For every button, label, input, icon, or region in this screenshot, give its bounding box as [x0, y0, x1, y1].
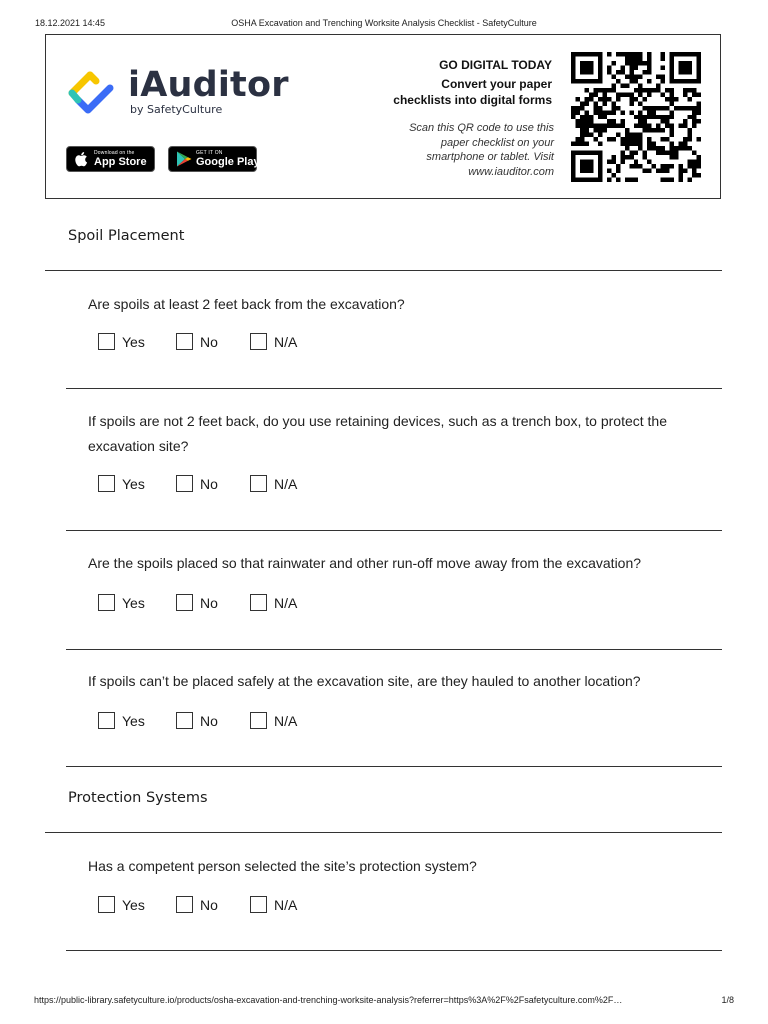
print-datetime: 18.12.2021 14:45	[35, 18, 106, 28]
checkbox[interactable]	[250, 594, 267, 611]
checkbox[interactable]	[98, 896, 115, 913]
footer-url: https://public-library.safetyculture.io/products/osha-excavation-and-trenching-worksite-analysis?referrer=https%3A%2F%2Fsafetyculture.com%2F…	[34, 995, 623, 1005]
question-text: If spoils can’t be placed safely at the excavation site, are they hauled to another location?	[88, 673, 641, 689]
option-label: Yes	[122, 897, 145, 913]
apple-icon	[73, 150, 91, 168]
option-label: No	[200, 595, 218, 611]
google-play-icon	[175, 150, 193, 168]
checkbox[interactable]	[176, 475, 193, 492]
question-text: If spoils are not 2 feet back, do you use retaining devices, such as a trench box, to protect the excavation site?	[88, 413, 668, 454]
option-label: Yes	[122, 713, 145, 729]
option-label: N/A	[274, 713, 298, 729]
app-store-label: App Store	[94, 156, 147, 168]
scan-text-line-1: Scan this QR code to use this	[409, 122, 554, 134]
option-label: No	[200, 713, 218, 729]
checkbox[interactable]	[176, 594, 193, 611]
question-divider	[66, 649, 722, 650]
question-divider	[66, 766, 722, 767]
page-number: 1/8	[721, 995, 734, 1005]
option-label: No	[200, 476, 218, 492]
scan-text-line-3: smartphone or tablet. Visit	[426, 151, 554, 163]
question-text: Has a competent person selected the site’s protection system?	[88, 858, 477, 874]
option-label: No	[200, 897, 218, 913]
qr-code[interactable]	[571, 52, 701, 182]
checkbox[interactable]	[250, 896, 267, 913]
section-divider	[45, 832, 722, 833]
option-label: Yes	[122, 334, 145, 350]
scan-text-line-4: www.iauditor.com	[468, 165, 554, 178]
option-label: Yes	[122, 476, 145, 492]
section-title-protection-systems: Protection Systems	[68, 790, 208, 806]
tagline-line-2: checklists into digital forms	[393, 93, 552, 107]
google-play-small-label: GET IT ON	[196, 150, 223, 156]
google-play-badge[interactable]	[168, 146, 260, 172]
checkbox[interactable]	[250, 712, 267, 729]
section-title-spoil-placement: Spoil Placement	[68, 228, 185, 244]
checkbox[interactable]	[98, 475, 115, 492]
tagline-line-1: Convert your paper	[441, 77, 552, 91]
google-play-label: Google Play	[196, 156, 260, 168]
question-divider	[66, 530, 722, 531]
option-label: No	[200, 334, 218, 350]
document-title: OSHA Excavation and Trenching Worksite Analysis Checklist - SafetyCulture	[231, 18, 537, 28]
option-label: N/A	[274, 595, 298, 611]
option-label: N/A	[274, 476, 298, 492]
option-label: N/A	[274, 334, 298, 350]
question-text: Are the spoils placed so that rainwater and other run-off move away from the excavation?	[88, 555, 642, 571]
app-store-small-label: Download on the	[94, 150, 135, 156]
section-divider	[45, 270, 722, 271]
checkbox[interactable]	[98, 333, 115, 350]
checkbox[interactable]	[98, 594, 115, 611]
question-divider	[66, 950, 722, 951]
question-divider	[66, 388, 722, 389]
checkbox[interactable]	[176, 896, 193, 913]
scan-text-line-2: paper checklist on your	[440, 136, 554, 149]
iauditor-banner	[45, 34, 721, 199]
checkbox[interactable]	[176, 712, 193, 729]
question-text: Are spoils at least 2 feet back from the excavation?	[88, 296, 405, 312]
logo-subtitle: by SafetyCulture	[130, 103, 223, 116]
checkbox[interactable]	[176, 333, 193, 350]
checkbox[interactable]	[98, 712, 115, 729]
option-label: Yes	[122, 595, 145, 611]
app-store-badge[interactable]	[66, 146, 155, 172]
checkbox[interactable]	[250, 475, 267, 492]
checkbox[interactable]	[250, 333, 267, 350]
iauditor-logo-icon	[66, 67, 116, 117]
go-digital-headline: GO DIGITAL TODAY	[439, 58, 552, 72]
option-label: N/A	[274, 897, 298, 913]
logo-wordmark: iAuditor	[128, 65, 289, 105]
scan-instructions	[354, 121, 554, 179]
